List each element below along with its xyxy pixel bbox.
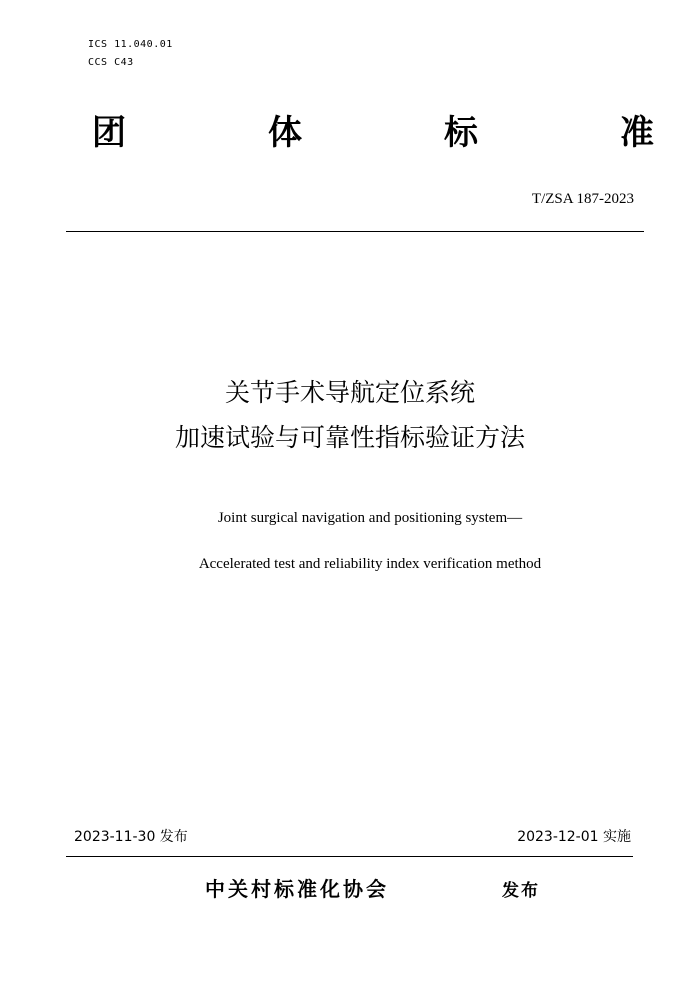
english-title-line-1: Joint surgical navigation and positioning system—	[217, 510, 523, 526]
document-type-title	[92, 112, 654, 154]
english-title-line-2: Accelerated test and reliability index verification method	[198, 556, 542, 572]
publish-label: 发布	[502, 881, 540, 901]
chinese-title-line-1: 关节手术导航定位系统	[224, 378, 475, 407]
ics-code: ICS 11.040.01	[88, 39, 173, 50]
standard-number: T/ZSA 187-2023	[531, 191, 634, 207]
title-char-2: 体	[268, 113, 302, 153]
top-divider	[66, 231, 644, 232]
title-char-3: 标	[444, 113, 478, 153]
bottom-divider	[66, 856, 633, 857]
issue-date: 2023-11-30 发布	[74, 829, 188, 845]
title-char-1: 团	[92, 113, 126, 153]
implementation-date: 2023-12-01 实施	[517, 829, 631, 845]
chinese-title-line-2: 加速试验与可靠性指标验证方法	[174, 423, 525, 452]
title-char-4: 准	[620, 113, 654, 153]
publisher-name: 中关村标准化协会	[205, 877, 389, 901]
ccs-code: CCS C43	[88, 57, 134, 68]
